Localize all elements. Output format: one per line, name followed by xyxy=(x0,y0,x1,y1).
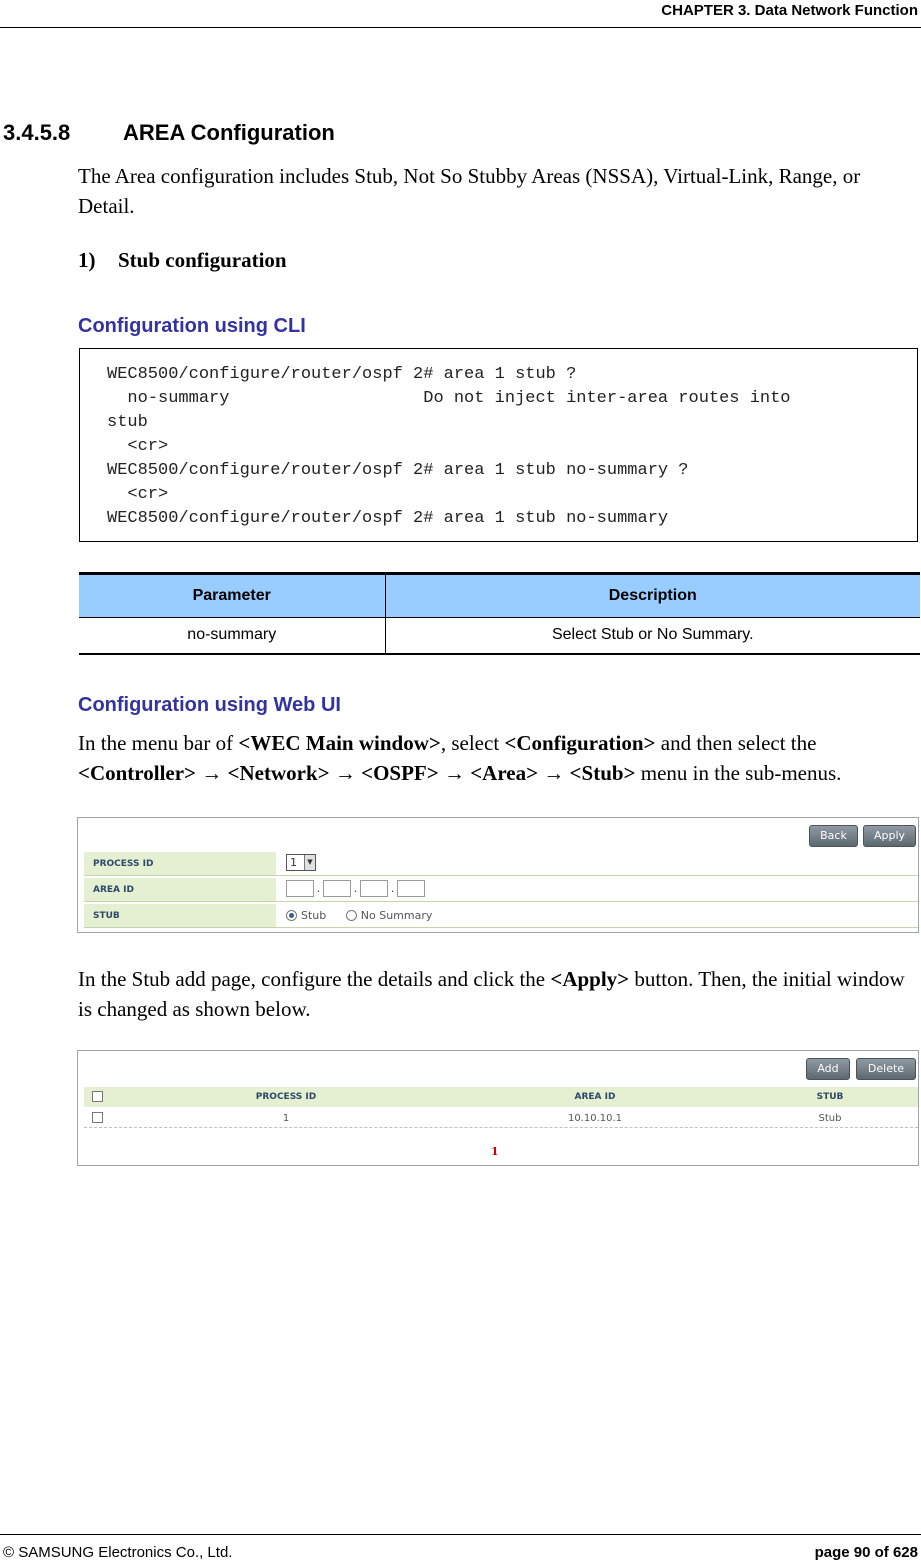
table-row xyxy=(84,1108,918,1128)
list-header xyxy=(84,1087,918,1107)
text: In the menu bar of xyxy=(78,731,239,755)
process-id-row xyxy=(84,852,918,876)
text: In the Stub add page, configure the details and click the xyxy=(78,967,551,991)
text: , select xyxy=(440,731,505,755)
cell-stub: Stub xyxy=(818,1113,842,1124)
menu-ref: <Configuration> xyxy=(504,731,656,755)
cli-code-block xyxy=(79,348,918,542)
cell-description: Select Stub or No Summary. xyxy=(385,618,920,654)
copyright: © SAMSUNG Electronics Co., Ltd. xyxy=(3,1544,233,1561)
area-id-octet-4[interactable] xyxy=(397,880,425,897)
column-header-description: Description xyxy=(385,574,920,618)
apply-button[interactable]: Apply xyxy=(863,825,916,847)
chapter-title: CHAPTER 3. Data Network Function xyxy=(661,2,918,19)
stub-radio[interactable] xyxy=(286,910,297,921)
chevron-down-icon: ▼ xyxy=(304,855,315,870)
column-header-stub: STUB xyxy=(816,1092,844,1102)
subsection-number: 1) xyxy=(78,248,96,272)
stub-row xyxy=(84,904,918,928)
section-intro: The Area configuration includes Stub, Not So Stubby Areas (NSSA), Virtual-Link, Range, or Detail. xyxy=(78,164,861,218)
process-id-value: 1 xyxy=(290,856,297,869)
menu-path: <Controller> → <Network> → <OSPF> → <Area> → <Stub> xyxy=(78,761,636,785)
cell-process-id: 1 xyxy=(282,1113,290,1124)
add-button[interactable]: Add xyxy=(806,1058,850,1080)
row-checkbox[interactable] xyxy=(92,1112,103,1123)
page-footer xyxy=(0,1534,921,1565)
area-id-label: AREA ID xyxy=(84,878,276,901)
column-header-parameter: Parameter xyxy=(79,574,385,618)
area-id-octet-3[interactable] xyxy=(360,880,388,897)
back-button[interactable]: Back xyxy=(809,825,858,847)
section-heading xyxy=(3,120,335,146)
column-header-process-id: PROCESS ID xyxy=(255,1092,317,1102)
subsection-heading xyxy=(78,248,287,273)
page-header xyxy=(0,0,921,28)
column-header-area-id: AREA ID xyxy=(574,1092,616,1102)
code-line: WEC8500/configure/router/ospf 2# area 1 stub no-summary xyxy=(107,509,669,528)
section-number: 3.4.5.8 xyxy=(3,120,71,145)
select-all-checkbox[interactable] xyxy=(92,1091,103,1102)
cell-area-id: 10.10.10.1 xyxy=(567,1113,623,1124)
ip-separator: . xyxy=(390,882,395,895)
code-line: <cr> xyxy=(107,437,169,456)
text: menu in the sub-menus. xyxy=(635,761,842,785)
text: button. Then, the initial window is changed as shown below. xyxy=(78,967,905,1021)
no-summary-radio-label: No Summary xyxy=(360,908,433,922)
area-id-octet-1[interactable] xyxy=(286,880,314,897)
process-id-select[interactable] xyxy=(286,854,316,871)
menu-ref: <WEC Main window> xyxy=(238,731,441,755)
code-line: stub xyxy=(107,413,148,432)
webui-instructions xyxy=(78,728,918,788)
pagination-page-1[interactable]: 1 xyxy=(491,1145,499,1158)
cell-parameter: no-summary xyxy=(79,618,385,654)
webui-heading: Configuration using Web UI xyxy=(78,694,341,716)
code-line: WEC8500/configure/router/ospf 2# area 1 stub no-summary ? xyxy=(107,461,689,480)
area-id-octet-2[interactable] xyxy=(323,880,351,897)
button-ref: <Apply> xyxy=(550,967,630,991)
code-line: <cr> xyxy=(107,485,169,504)
parameter-table xyxy=(79,572,920,655)
cli-heading: Configuration using CLI xyxy=(78,315,306,337)
subsection-title: Stub configuration xyxy=(118,248,287,272)
stub-label: STUB xyxy=(84,904,276,927)
ip-separator: . xyxy=(353,882,358,895)
table-header-row xyxy=(79,574,920,618)
code-line: no-summary Do not inject inter-area routes into xyxy=(107,389,791,408)
ip-separator: . xyxy=(316,882,321,895)
section-title: AREA Configuration xyxy=(123,120,335,145)
stub-list-screenshot xyxy=(77,1050,919,1166)
page-number: page 90 of 628 xyxy=(814,1544,918,1561)
no-summary-radio[interactable] xyxy=(346,910,357,921)
process-id-label: PROCESS ID xyxy=(84,852,276,875)
delete-button[interactable]: Delete xyxy=(856,1058,916,1080)
area-id-row xyxy=(84,878,918,902)
apply-instructions xyxy=(78,964,918,1024)
stub-radio-label: Stub xyxy=(301,908,327,922)
stub-add-screenshot xyxy=(77,817,919,933)
table-row xyxy=(79,618,920,654)
text: and then select the xyxy=(655,731,817,755)
code-line: WEC8500/configure/router/ospf 2# area 1 stub ? xyxy=(107,365,577,384)
